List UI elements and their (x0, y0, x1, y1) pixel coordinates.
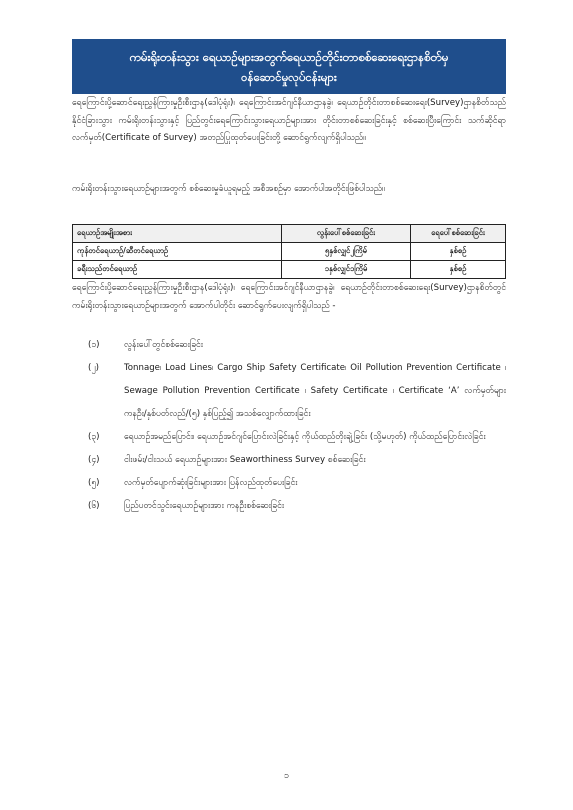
inspection-schedule-table (72, 224, 506, 279)
table-cell: ကုန်တင်ရေယာဉ်/ဆီတင်ရေယာဉ် (73, 243, 282, 261)
table-row (73, 243, 506, 261)
intro-paragraph: ရေကြောင်းပို့ဆောင်ရေးညွှန်ကြားမှုဦးစီးဌာန(ဒေါပုံရုံး)၊ ရေကြောင်းအင်ဂျင်နီယာဌာနခွဲ၊ ရေယာဉ်တိုင်းတာစစ်ဆေးရေး(Survey)ဌာနစိတ်သည် နိုင်ငံခြားသွား ကမ်းရိုးတန်းသွားနှင့် ပြည်တွင်းရေကြောင်းသွားရေယာဉ်များအား တိုင်းတာစစ်ဆေးခြင်းနှင့် စစ်ဆေးပြီးကြောင်း သက်ဆိုင်ရာလက်မှတ်(Certificate of Survey) အတည်ပြုထုတ်ပေးခြင်းတို့ ဆောင်ရွက်လျက်ရှိပါသည်။ (72, 98, 506, 144)
list-item-text: လွန်းပေါ်တွင်စစ်ဆေးခြင်း (124, 340, 203, 350)
title-line-2: ဝန်ဆောင်မှုလုပ်ငန်းများ (241, 69, 337, 84)
table-cell: ၅နှစ်လျှင်၂ကြိမ် (282, 243, 411, 261)
list-item (72, 449, 506, 472)
table-row (73, 261, 506, 279)
list-item-number: (၁) (88, 340, 100, 350)
list-item (72, 426, 506, 449)
list-item-number: (၆) (88, 501, 100, 511)
list-item-text: လက်မှတ်ပျောက်ဆုံးခြင်းများအား ပြန်လည်ထုတ်ပေးခြင်း (124, 478, 298, 488)
list-item-number: (၄) (88, 455, 100, 465)
table-header-row (73, 225, 506, 243)
table-header-cell: လွန်းပေါ်စစ်ဆေးခြင်း (282, 225, 411, 243)
list-item (72, 472, 506, 495)
table-header-cell: ရေယာဉ်အမျိုးအစား (73, 225, 282, 243)
schedule-paragraph: ကမ်းရိုးတန်းသွားရေယာဉ်များအတွက် စစ်ဆေးမှုခံယူရမည့် အစီအစဉ်မှာ အောက်ပါအတိုင်းဖြစ်ပါသည်။ (72, 184, 385, 194)
list-item (72, 357, 506, 426)
list-item-text: ငါးဖမ်း/ငါးသယ် ရေယာဉ်များအား Seaworthiness Survey စစ်ဆေးခြင်း (124, 455, 366, 465)
table-cell: နှစ်စဉ် (411, 261, 506, 279)
title-line-1: ကမ်းရိုးတန်းသွား ရေယာဉ်များအတွက်ရေယာဉ်တိုင်းတာစစ်ဆေးရေးဌာနစိတ်မှ (129, 49, 449, 64)
list-item-text: ရေယာဉ်အမည်ပြောင်း၊ ရေယာဉ်အင်ဂျင်ပြောင်းလဲခြင်းနှင့် ကိုယ်ထည်တိုးချဲ့ခြင်း (သို့မဟုတ်) ကိုယ်ထည်ပြောင်းလဲခြင်း (124, 432, 486, 442)
services-list (72, 334, 506, 518)
list-item-number: (၃) (88, 432, 100, 442)
list-item-number: (၂) (88, 363, 99, 373)
services-intro-paragraph: ရေကြောင်းပို့ဆောင်ရေးညွှန်ကြားမှုဦးစီးဌာန(ဒေါပုံရုံး)၊ ရေကြောင်းအင်ဂျင်နီယာဌာနခွဲ၊ ရေယာဉ်တိုင်းတာစစ်ဆေးရေး(Survey)ဌာနစိတ်တွင် ကမ်းရိုးတန်းသွားရေယာဉ်များအတွက် အောက်ပါတိုင်း ဆောင်ရွက်ပေးလျက်ရှိပါသည် - (72, 283, 506, 311)
list-item (72, 334, 506, 357)
table-cell: ၁နှစ်လျှင်၁ကြိမ် (282, 261, 411, 279)
list-item-number: (၅) (88, 478, 100, 488)
table-header-cell: ရေပေါ်စစ်ဆေးခြင်း (411, 225, 506, 243)
page-number: ၁ (283, 771, 290, 781)
list-item (72, 495, 506, 518)
list-item-text: Tonnage၊ Load Lines၊ Cargo Ship Safety Certificate၊ Oil Pollution Prevention Certificate ၊ Sewage Pollution Prevention Certificate ၊ Safety Certificate ၊ Certificate ‘A’ လက်မှတ်များ ကနဦး/နှစ်ပတ်လည်/(၅) နှစ်ပြည့်၍ အသစ်လျှောက်ထားခြင်း (124, 363, 506, 419)
table-cell: နှစ်စဉ် (411, 243, 506, 261)
title-banner (72, 39, 506, 94)
table-cell: ခရီးသည်တင်ရေယာဉ် (73, 261, 282, 279)
list-item-text: ပြည်ပတင်သွင်းရေယာဉ်များအား ကနဦးစစ်ဆေးခြင်း (124, 501, 285, 511)
